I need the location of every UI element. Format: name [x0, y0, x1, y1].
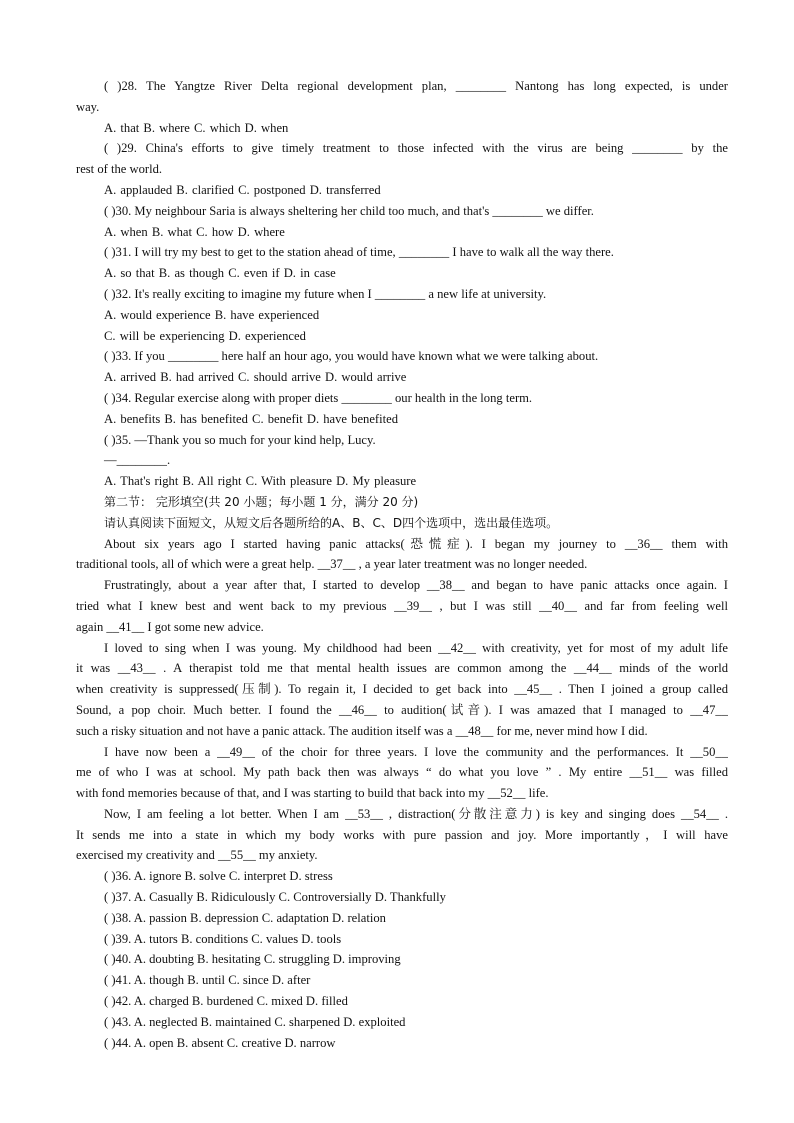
question-35: ( )35. —Thank you so much for your kind help, Lucy. [104, 432, 376, 447]
passage-p3-line4: Sound, a pop choir. Much better. I found the __46__ to audition(试音). I was amazed that I managed to __47__ [76, 702, 728, 717]
question-28-cont: way. [76, 99, 100, 114]
question-30: ( )30. My neighbour Saria is always sheltering her child too much, and that's ________ we differ. [104, 203, 594, 218]
cloze-question-42: ( )42. A. charged B. burdened C. mixed D. filled [104, 994, 348, 1009]
question-31-options: A. so that B. as though C. even if D. in case [104, 266, 336, 281]
passage-p5-line2: It sends me into a state in which my body works with pure passion and joy. More importantly，I will have [76, 827, 728, 842]
passage-p5-line3: exercised my creativity and __55__ my anxiety. [76, 848, 318, 863]
passage-p1-line1: About six years ago I started having panic attacks(恐慌症). I began my journey to __36__ them with [104, 536, 728, 551]
passage-p4-line1: I have now been a __49__ of the choir for three years. I love the community and the performances. It __50__ [104, 744, 728, 759]
passage-p2-line3: again __41__ I got some new advice. [76, 619, 264, 634]
passage-p5-line1: Now, I am feeling a lot better. When I am __53__ , distraction(分散注意力) is key and singing does __54__ . [104, 806, 728, 821]
question-34: ( )34. Regular exercise along with proper diets ________ our health in the long term. [104, 390, 533, 405]
question-29-cont: rest of the world. [76, 162, 163, 177]
section-instruction: 请认真阅读下面短文，从短文后各题所给的A、B、C、D四个选项中，选出最佳选项。 [104, 515, 559, 530]
question-28-options: A. that B. where C. which D. when [104, 120, 289, 135]
passage-p1-line2: traditional tools, all of which were a great help. __37__ , a year later treatment was no longer needed. [76, 557, 588, 572]
cloze-question-44: ( )44. A. open B. absent C. creative D. narrow [104, 1035, 336, 1050]
cloze-question-39: ( )39. A. tutors B. conditions C. values D. tools [104, 931, 342, 946]
passage-p2-line2: tried what I knew best and went back to my previous __39__ , but I was still __40__ and far from feeling well [76, 598, 728, 613]
question-31: ( )31. I will try my best to get to the station ahead of time, ________ I have to walk all the way there. [104, 245, 614, 260]
question-28: ( )28. The Yangtze River Delta regional development plan, ________ Nantong has long expected, is under [104, 79, 728, 93]
passage-p3-line2: it was __43__ . A therapist told me that mental health issues are common among the __44__ minds of the world [76, 661, 728, 676]
section-heading: 第二节： 完形填空(共 20 小题；每小题 1 分，满分 20 分) [104, 494, 419, 509]
question-32-options-1: A. would experience B. have experienced [104, 307, 320, 322]
passage-p4-line2: me of who I was at school. My path back then was always “ do what you love ” . My entire __51__ was filled [76, 765, 728, 780]
question-33: ( )33. If you ________ here half an hour ago, you would have known what we were talking about. [104, 349, 599, 364]
passage-p4-line3: with fond memories because of that, and I was starting to build that back into my __52__ life. [76, 786, 549, 801]
passage-p3-line1: I loved to sing when I was young. My childhood had been __42__ with creativity, yet for most of my adult life [104, 640, 728, 655]
question-32-options-2: C. will be experiencing D. experienced [104, 328, 306, 343]
question-34-options: A. benefits B. has benefited C. benefit D. have benefited [104, 411, 399, 426]
question-33-options: A. arrived B. had arrived C. should arrive D. would arrive [104, 370, 407, 385]
cloze-question-38: ( )38. A. passion B. depression C. adaptation D. relation [104, 910, 386, 925]
question-30-options: A. when B. what C. how D. where [104, 224, 285, 239]
cloze-question-43: ( )43. A. neglected B. maintained C. sharpened D. exploited [104, 1014, 406, 1029]
question-32: ( )32. It's really exciting to imagine my future when I ________ a new life at university. [104, 286, 547, 301]
question-35-reply: —________. [104, 453, 171, 468]
question-35-options: A. That's right B. All right C. With pleasure D. My pleasure [104, 474, 417, 489]
cloze-question-36: ( )36. A. ignore B. solve C. interpret D. stress [104, 869, 333, 884]
cloze-question-37: ( )37. A. Casually B. Ridiculously C. Controversially D. Thankfully [104, 890, 446, 905]
question-29: ( )29. China's efforts to give timely treatment to those infected with the virus are being ________ by the [104, 141, 728, 156]
question-29-options: A. applauded B. clarified C. postponed D. transferred [104, 182, 381, 197]
passage-p3-line3: when creativity is suppressed(压制). To regain it, I decided to get back into __45__ . Then I joined a group called [76, 682, 728, 697]
passage-p2-line1: Frustratingly, about a year after that, I started to develop __38__ and began to have panic attacks once again. I [104, 578, 728, 593]
passage-p3-line5: such a risky situation and not have a panic attack. The audition itself was a __48__ for me, never mind how I did. [76, 723, 648, 738]
cloze-question-41: ( )41. A. though B. until C. since D. after [104, 973, 311, 988]
cloze-question-40: ( )40. A. doubting B. hesitating C. struggling D. improving [104, 952, 401, 967]
